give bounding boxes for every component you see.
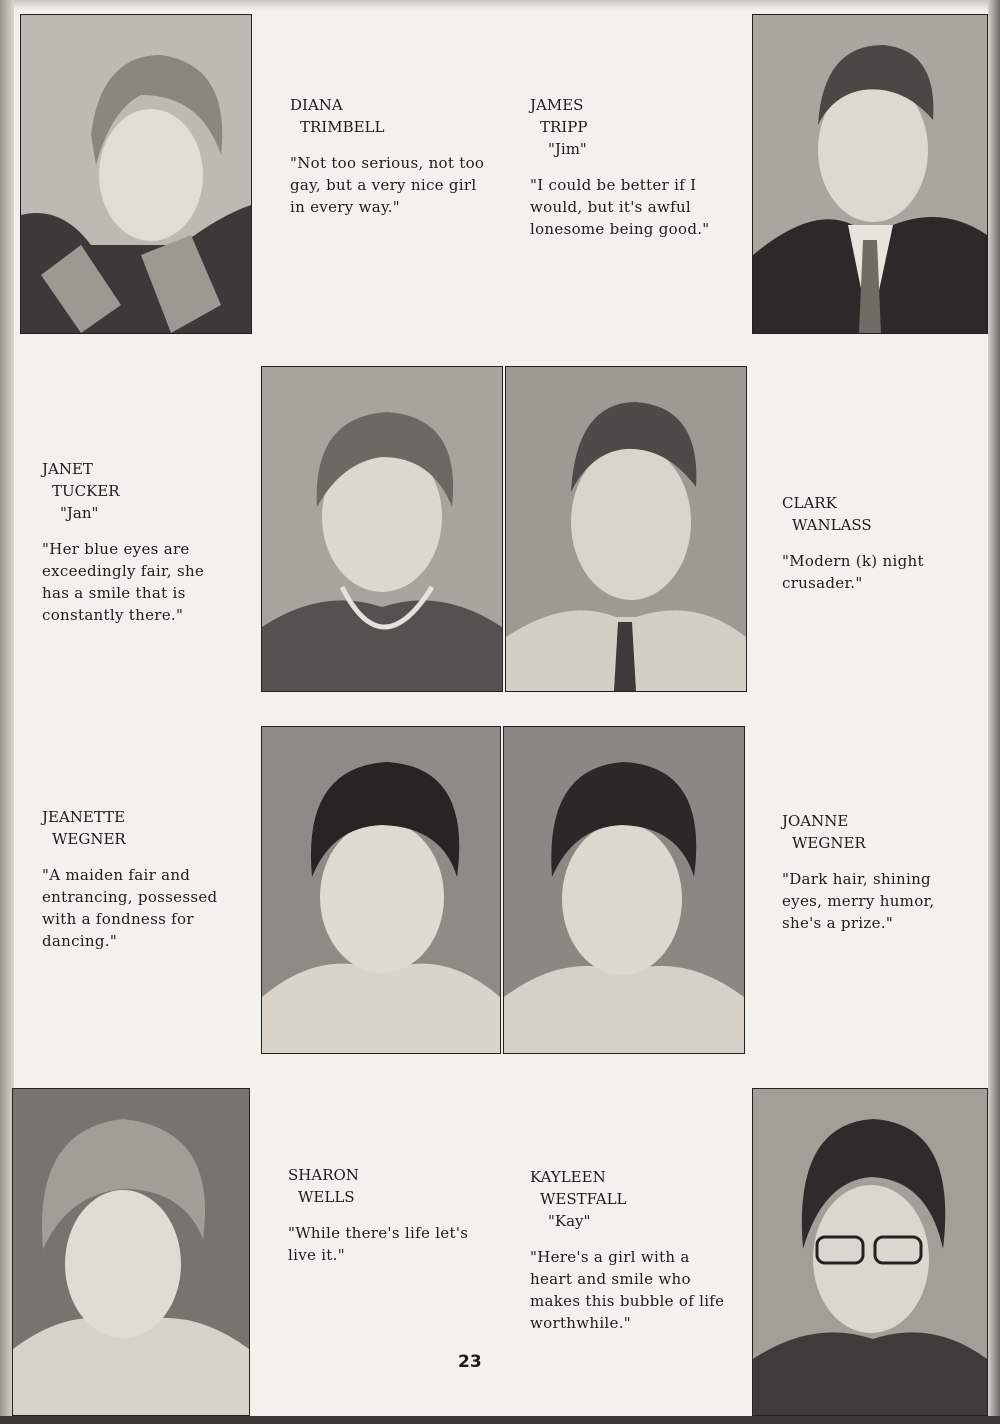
entry-janet-tucker: [42, 458, 226, 626]
last-name: WEGNER: [792, 834, 866, 852]
entry-joanne-wegner: [782, 810, 968, 934]
first-name: JAMES: [530, 96, 584, 114]
page-right-edge: [988, 0, 1000, 1424]
last-name: TUCKER: [52, 482, 120, 500]
first-name: JOANNE: [782, 812, 849, 830]
senior-quote: "A maiden fair and entrancing, possessed with a fondness for dancing.": [42, 866, 218, 950]
page-number: 23: [458, 1352, 482, 1372]
last-name: TRIMBELL: [300, 118, 385, 136]
entry-clark-wanlass: [782, 492, 968, 594]
portrait-jeanette-wegner: [261, 726, 501, 1054]
last-name: WEGNER: [52, 830, 126, 848]
first-name: DIANA: [290, 96, 343, 114]
senior-quote: "Not too serious, not too gay, but a very nice girl in every way.": [290, 154, 485, 216]
senior-quote: "Modern (k) night crusader.": [782, 552, 924, 592]
senior-quote: "Here's a girl with a heart and smile who makes this bubble of life worthwhile.": [530, 1248, 725, 1332]
portrait-janet-tucker: [261, 366, 503, 692]
senior-quote: "I could be better if I would, but it's awful lonesome being good.": [530, 176, 710, 238]
last-name: WELLS: [298, 1188, 355, 1206]
last-name: TRIPP: [540, 118, 588, 136]
entry-james-tripp: [530, 94, 730, 240]
portrait-joanne-wegner: [503, 726, 745, 1054]
first-name: SHARON: [288, 1166, 359, 1184]
senior-quote: "While there's life let's live it.": [288, 1224, 469, 1264]
entry-sharon-wells: [288, 1164, 488, 1266]
first-name: JEANETTE: [42, 808, 126, 826]
page-bottom-edge: [0, 1416, 1000, 1424]
last-name: WESTFALL: [540, 1190, 627, 1208]
senior-quote: "Dark hair, shining eyes, merry humor, she's a prize.": [782, 870, 935, 932]
portrait-james-tripp: [752, 14, 988, 334]
nickname: "Jim": [548, 140, 587, 158]
entry-diana-trimbell: [290, 94, 490, 218]
last-name: WANLASS: [792, 516, 872, 534]
portrait-clark-wanlass: [505, 366, 747, 692]
senior-quote: "Her blue eyes are exceedingly fair, she has a smile that is constantly there.": [42, 540, 205, 624]
portrait-diana-trimbell: [20, 14, 252, 334]
portrait-kayleen-westfall: [752, 1088, 988, 1416]
portrait-sharon-wells: [12, 1088, 250, 1416]
entry-kayleen-westfall: [530, 1166, 730, 1334]
first-name: KAYLEEN: [530, 1168, 606, 1186]
page-top-edge: [0, 0, 1000, 10]
nickname: "Kay": [548, 1212, 591, 1230]
first-name: CLARK: [782, 494, 837, 512]
nickname: "Jan": [60, 504, 99, 522]
first-name: JANET: [42, 460, 93, 478]
entry-jeanette-wegner: [42, 806, 232, 952]
